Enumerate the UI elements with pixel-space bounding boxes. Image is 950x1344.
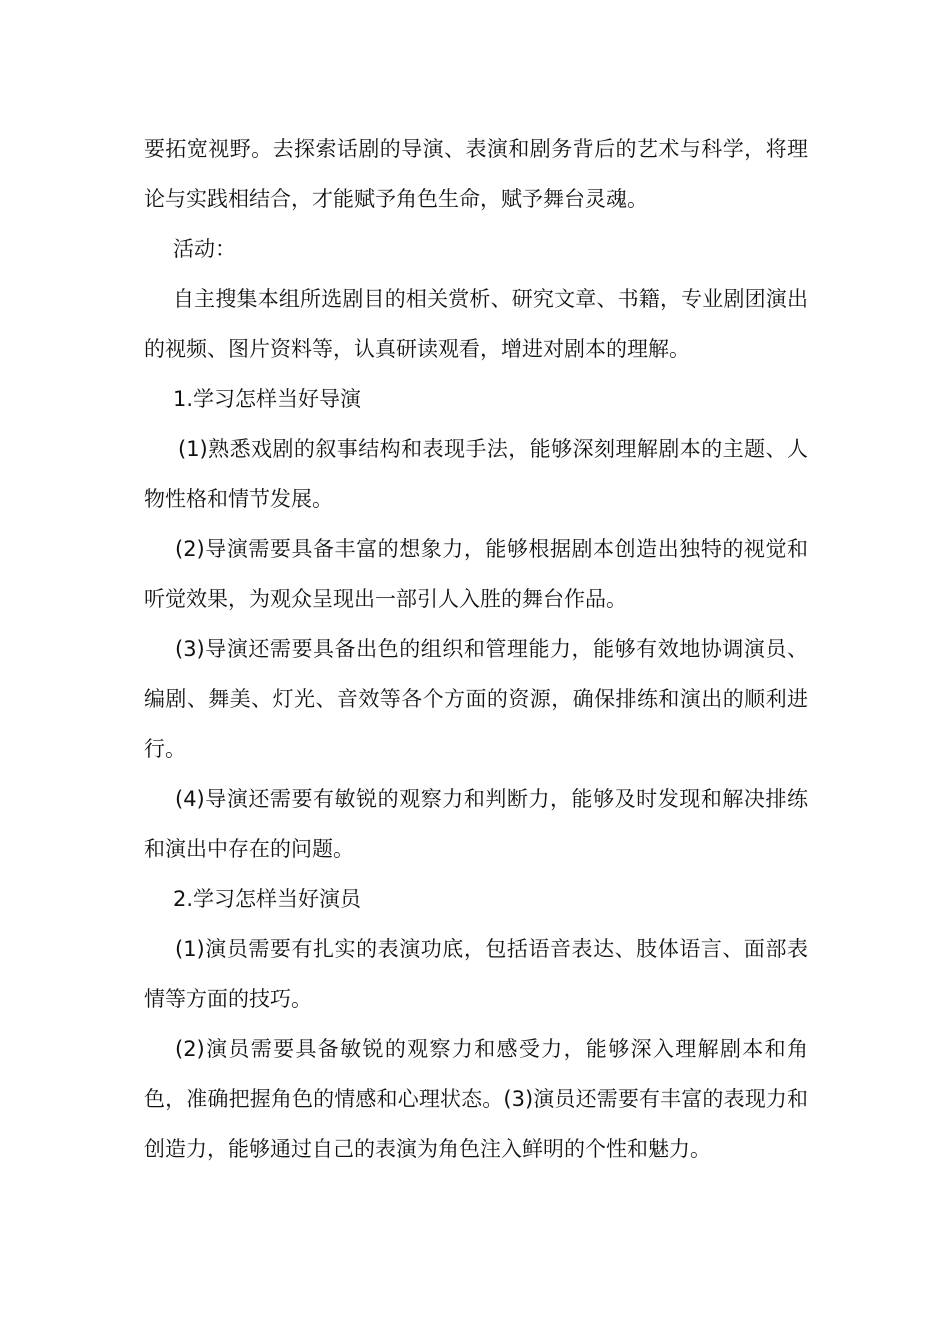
heading-actor: 2.学习怎样当好演员 — [173, 887, 362, 911]
paragraph-activity-label: 活动： — [173, 237, 236, 261]
paragraph-actor-2-3: (2)演员需要具备敏锐的观察力和感受力，能够深入理解剧本和角色，准确把握角色的情感和心理状态。(3)演员还需要有丰富的表现力和创造力，能够通过自己的表演为角色注入鲜明的个性和魅力。 — [144, 1037, 808, 1161]
paragraph-actor-1: (1)演员需要有扎实的表演功底，包括语音表达、肢体语言、面部表情等方面的技巧。 — [144, 937, 808, 1011]
paragraph-intro-continuation: 要拓宽视野。去探索话剧的导演、表演和剧务背后的艺术与科学，将理论与实践相结合，才能赋予角色生命，赋予舞台灵魂。 — [144, 137, 808, 211]
heading-director: 1.学习怎样当好导演 — [173, 387, 362, 411]
paragraph-activity-description: 自主搜集本组所选剧目的相关赏析、研究文章、书籍，专业剧团演出的视频、图片资料等，认真研读观看，增进对剧本的理解。 — [144, 287, 808, 361]
document-page — [144, 124, 808, 1174]
paragraph-director-4: (4)导演还需要有敏锐的观察力和判断力，能够及时发现和解决排练和演出中存在的问题。 — [144, 787, 808, 861]
paragraph-director-3: (3)导演还需要具备出色的组织和管理能力，能够有效地协调演员、编剧、舞美、灯光、音效等各个方面的资源，确保排练和演出的顺利进行。 — [144, 637, 808, 761]
paragraph-director-1: (1)熟悉戏剧的叙事结构和表现手法，能够深刻理解剧本的主题、人物性格和情节发展。 — [144, 437, 808, 511]
paragraph-director-2: (2)导演需要具备丰富的想象力，能够根据剧本创造出独特的视觉和听觉效果，为观众呈现出一部引人入胜的舞台作品。 — [144, 537, 808, 611]
